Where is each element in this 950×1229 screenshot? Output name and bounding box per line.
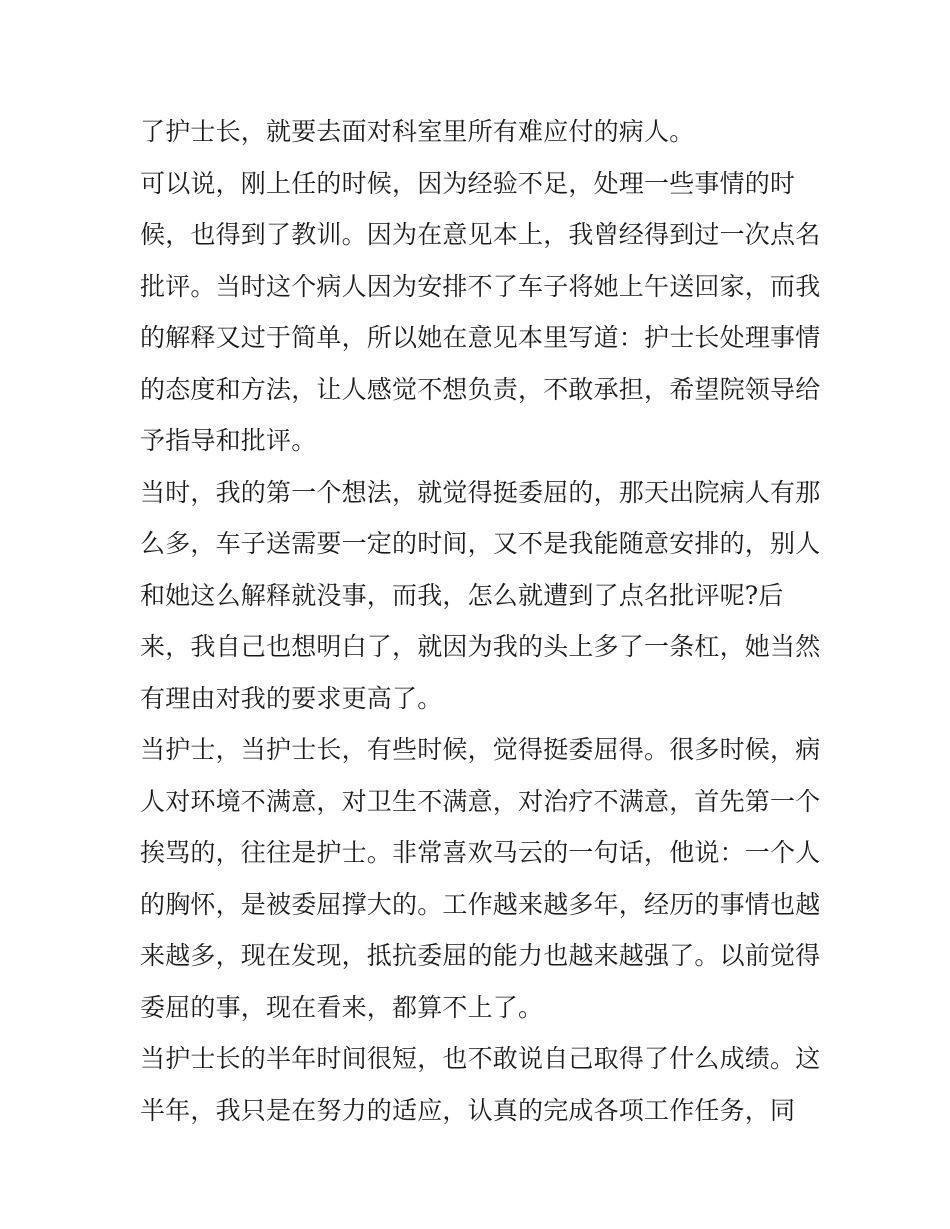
text-line: 了护士长，就要去面对科室里所有难应付的病人。: [140, 117, 695, 146]
text-line: 的态度和方法，让人感觉不想负责，不敢承担，希望院领导给: [140, 374, 821, 404]
text-line: 候，也得到了教训。因为在意见本上，我曾经得到过一次点名: [140, 220, 821, 249]
text-line: 有理由对我的要求更高了。: [140, 683, 443, 713]
text-line: 和她这么解释就没事，而我，怎么就遭到了点名批评呢?后: [140, 580, 784, 610]
text-line: 么多，车子送需要一定的时间，又不是我能随意安排的，别人: [140, 529, 821, 558]
text-line: 挨骂的，往往是护士。非常喜欢马云的一句话，他说：一个人: [140, 838, 821, 867]
text-line: 委屈的事，现在看来，都算不上了。: [140, 992, 544, 1022]
text-line: 可以说，刚上任的时候，因为经验不足，处理一些事情的时: [140, 168, 796, 198]
text-line: 予指导和批评。: [140, 426, 317, 455]
text-line: 的解释又过于简单，所以她在意见本里写道：护士长处理事情: [140, 323, 821, 352]
text-line: 当时，我的第一个想法，就觉得挺委屈的，那天出院病人有那: [140, 477, 821, 507]
text-line: 来，我自己也想明白了，就因为我的头上多了一条杠，她当然: [140, 632, 821, 661]
text-line: 半年，我只是在努力的适应，认真的完成各项工作任务，同: [140, 1095, 796, 1125]
text-line: 人对环境不满意，对卫生不满意，对治疗不满意，首先第一个: [140, 786, 821, 816]
text-line: 批评。当时这个病人因为安排不了车子将她上午送回家，而我: [140, 271, 821, 301]
text-line: 当护士长的半年时间很短，也不敢说自己取得了什么成绩。这: [140, 1044, 821, 1073]
document-body: [140, 106, 820, 1136]
text-line: 当护士，当护士长，有些时候，觉得挺委屈得。很多时候，病: [140, 735, 821, 764]
text-line: 来越多，现在发现，抵抗委屈的能力也越来越强了。以前觉得: [140, 941, 821, 970]
text-line: 的胸怀，是被委屈撑大的。工作越来越多年，经历的事情也越: [140, 889, 821, 919]
